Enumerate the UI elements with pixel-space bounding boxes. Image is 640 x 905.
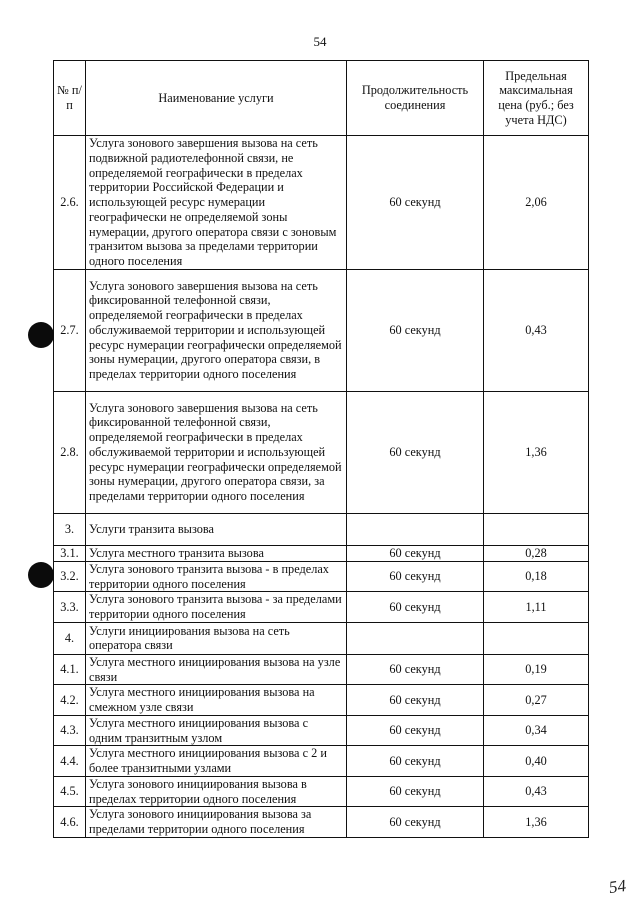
duration: 60 секунд	[347, 592, 484, 623]
service-name: Услуга зонового инициирования вызова за пределами территории одного поселения	[86, 807, 347, 838]
table-header-row	[54, 61, 589, 136]
price: 2,06	[484, 136, 589, 270]
price: 0,43	[484, 269, 589, 391]
price: 0,27	[484, 685, 589, 716]
table-row	[54, 136, 589, 270]
row-number: 4.1.	[54, 654, 86, 685]
header-price: Предельная максимальная цена (руб.; без учета НДС)	[484, 61, 589, 136]
row-number: 3.3.	[54, 592, 86, 623]
table-row	[54, 746, 589, 777]
price: 0,28	[484, 545, 589, 561]
duration: 60 секунд	[347, 807, 484, 838]
price: 0,18	[484, 561, 589, 592]
duration: 60 секунд	[347, 561, 484, 592]
price	[484, 622, 589, 654]
price	[484, 513, 589, 545]
service-name: Услуга местного инициирования вызова с 2 и более транзитными узлами	[86, 746, 347, 777]
table-row	[54, 545, 589, 561]
table-row	[54, 513, 589, 545]
table-row	[54, 807, 589, 838]
price: 0,34	[484, 715, 589, 746]
table-row	[54, 776, 589, 807]
price: 1,11	[484, 592, 589, 623]
table-row	[54, 561, 589, 592]
service-name: Услуга зонового завершения вызова на сеть фиксированной телефонной связи, определяемой географически в пределах обслуживаемой территории и использующей ресурс нумерации географически определяемой зоны нумерации, другого оператора связи, за пределами территории одного поселения	[86, 391, 347, 513]
service-name: Услуга местного транзита вызова	[86, 545, 347, 561]
table-row	[54, 592, 589, 623]
handwritten-page-number: 54	[607, 875, 628, 898]
header-duration: Продолжительность соединения	[347, 61, 484, 136]
page-number: 54	[313, 34, 327, 49]
row-number: 2.7.	[54, 269, 86, 391]
table-row	[54, 622, 589, 654]
table-row	[54, 685, 589, 716]
table-row	[54, 391, 589, 513]
row-number: 4.6.	[54, 807, 86, 838]
service-name: Услуга зонового транзита вызова - за пределами территории одного поселения	[86, 592, 347, 623]
service-name: Услуга местного инициирования вызова на узле связи	[86, 654, 347, 685]
header-num: № п/п	[54, 61, 86, 136]
duration	[347, 622, 484, 654]
table-row	[54, 269, 589, 391]
header-service-name: Наименование услуги	[86, 61, 347, 136]
service-name: Услуга зонового завершения вызова на сеть подвижной радиотелефонной связи, не определяемой географически в пределах территории Российской Федерации и использующей ресурс нумерации географически не определяемой зоны нумерации, другого оператора связи с зоновым транзитом вызова за пределами территории одного поселения	[86, 136, 347, 270]
row-number: 4.3.	[54, 715, 86, 746]
duration: 60 секунд	[347, 391, 484, 513]
table-row	[54, 654, 589, 685]
duration: 60 секунд	[347, 545, 484, 561]
duration: 60 секунд	[347, 685, 484, 716]
price: 1,36	[484, 391, 589, 513]
price: 0,40	[484, 746, 589, 777]
duration: 60 секунд	[347, 776, 484, 807]
row-number: 3.1.	[54, 545, 86, 561]
service-name: Услуга зонового инициирования вызова в пределах территории одного поселения	[86, 776, 347, 807]
duration: 60 секунд	[347, 269, 484, 391]
duration: 60 секунд	[347, 746, 484, 777]
row-number: 4.	[54, 622, 86, 654]
service-name: Услуга местного инициирования вызова на смежном узле связи	[86, 685, 347, 716]
service-name: Услуги транзита вызова	[86, 513, 347, 545]
duration: 60 секунд	[347, 136, 484, 270]
duration: 60 секунд	[347, 715, 484, 746]
row-number: 4.4.	[54, 746, 86, 777]
price: 0,19	[484, 654, 589, 685]
service-name: Услуга местного инициирования вызова с одним транзитным узлом	[86, 715, 347, 746]
table-row	[54, 715, 589, 746]
punch-hole-lower	[28, 562, 54, 588]
service-name: Услуга зонового транзита вызова - в пределах территории одного поселения	[86, 561, 347, 592]
duration	[347, 513, 484, 545]
row-number: 4.2.	[54, 685, 86, 716]
tariff-table	[53, 60, 589, 838]
service-name: Услуги инициирования вызова на сеть оператора связи	[86, 622, 347, 654]
price: 1,36	[484, 807, 589, 838]
row-number: 3.2.	[54, 561, 86, 592]
row-number: 2.6.	[54, 136, 86, 270]
row-number: 3.	[54, 513, 86, 545]
row-number: 4.5.	[54, 776, 86, 807]
punch-hole-upper	[28, 322, 54, 348]
duration: 60 секунд	[347, 654, 484, 685]
service-name: Услуга зонового завершения вызова на сеть фиксированной телефонной связи, определяемой географически в пределах обслуживаемой территории и использующей ресурс нумерации географически определяемой зоны нумерации, другого оператора связи, в пределах территории одного поселения	[86, 269, 347, 391]
row-number: 2.8.	[54, 391, 86, 513]
price: 0,43	[484, 776, 589, 807]
